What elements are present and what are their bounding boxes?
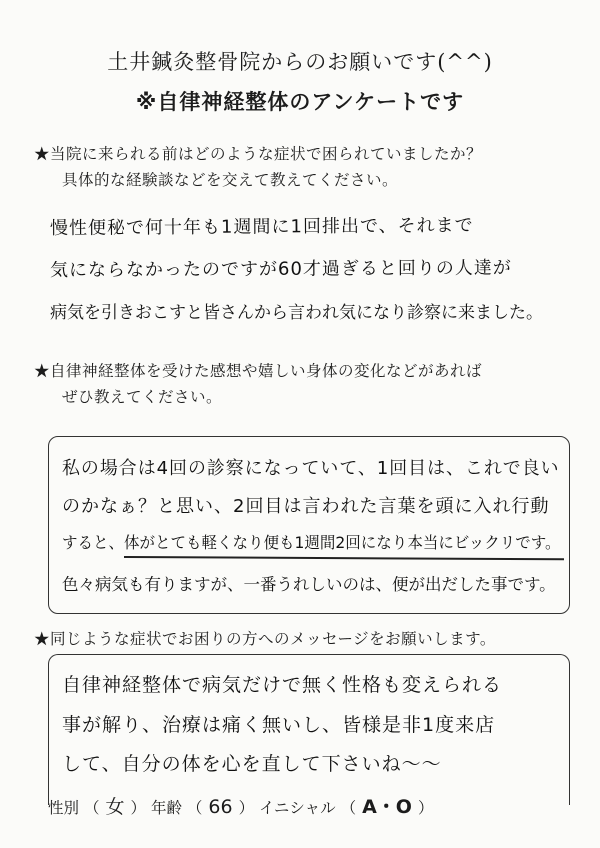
question-2-line-1: ★自律神経整体を受けた感想や嬉しい身体の変化などがあれば <box>34 362 483 380</box>
age-value: 66 <box>208 796 233 818</box>
question-2-line-2: ぜひ教えてください。 <box>62 388 223 406</box>
answer-2-line-4: 色々病気も有りますが、一番うれしいのは、便が出だした事です。 <box>62 575 556 594</box>
answer-2-line-2: のかなぁ？と思い、2回目は言われた言葉を頭に入れ行動 <box>62 496 550 517</box>
answer-1-line-3: 病気を引きおこすと皆さんから言われ気になり診察に来ました。 <box>50 303 543 323</box>
question-2 <box>34 358 482 410</box>
question-3-line-1: ★同じような症状でお困りの方へのメッセージをお願いします。 <box>34 630 496 648</box>
answer-3-line-2: 事が解り、治療は痛く無いし、皆様是非1度来店 <box>62 714 496 736</box>
gender-value: 女 <box>105 796 125 818</box>
answer-3-line-1: 自律神経整体で病気だけで無く性格も変えられる <box>62 674 503 696</box>
answer-2-line-1: 私の場合は4回の診察になっていて、1回目は、これで良い <box>62 458 560 479</box>
initial-label: イニシャル <box>259 799 336 817</box>
gender-label: 性別 <box>48 799 80 817</box>
question-1-line-1: ★当院に来られる前はどのような症状で困られていましたか？ <box>34 145 483 163</box>
answer-1-line-1: 慢性便秘で何十年も1週間に1回排出で、それまで <box>49 215 474 239</box>
respondent-info: 性別 （ 女 ） 年齢 （ 66 ） イニシャル （ A・O ） <box>48 792 433 819</box>
answer-2-line-3: すると、体がとても軽くなり便も1週間2回になり本当にビックリです。 <box>62 533 561 552</box>
answer-1-line-2: 気にならなかったのですが60才過ぎると回りの人達が <box>49 257 512 281</box>
age-label: 年齢 <box>150 799 182 817</box>
initial-value: A・O <box>362 796 412 818</box>
page-title: 土井鍼灸整骨院からのお願いです(^^) <box>107 50 493 74</box>
page-subtitle: ※自律神経整体のアンケートです <box>135 90 465 114</box>
question-1 <box>34 141 482 193</box>
answer-3-line-3: して、自分の体を心を直して下さいね〜〜 <box>62 753 442 775</box>
question-3 <box>34 626 496 652</box>
question-1-line-2: 具体的な経験談などを交えて教えてください。 <box>62 171 399 189</box>
